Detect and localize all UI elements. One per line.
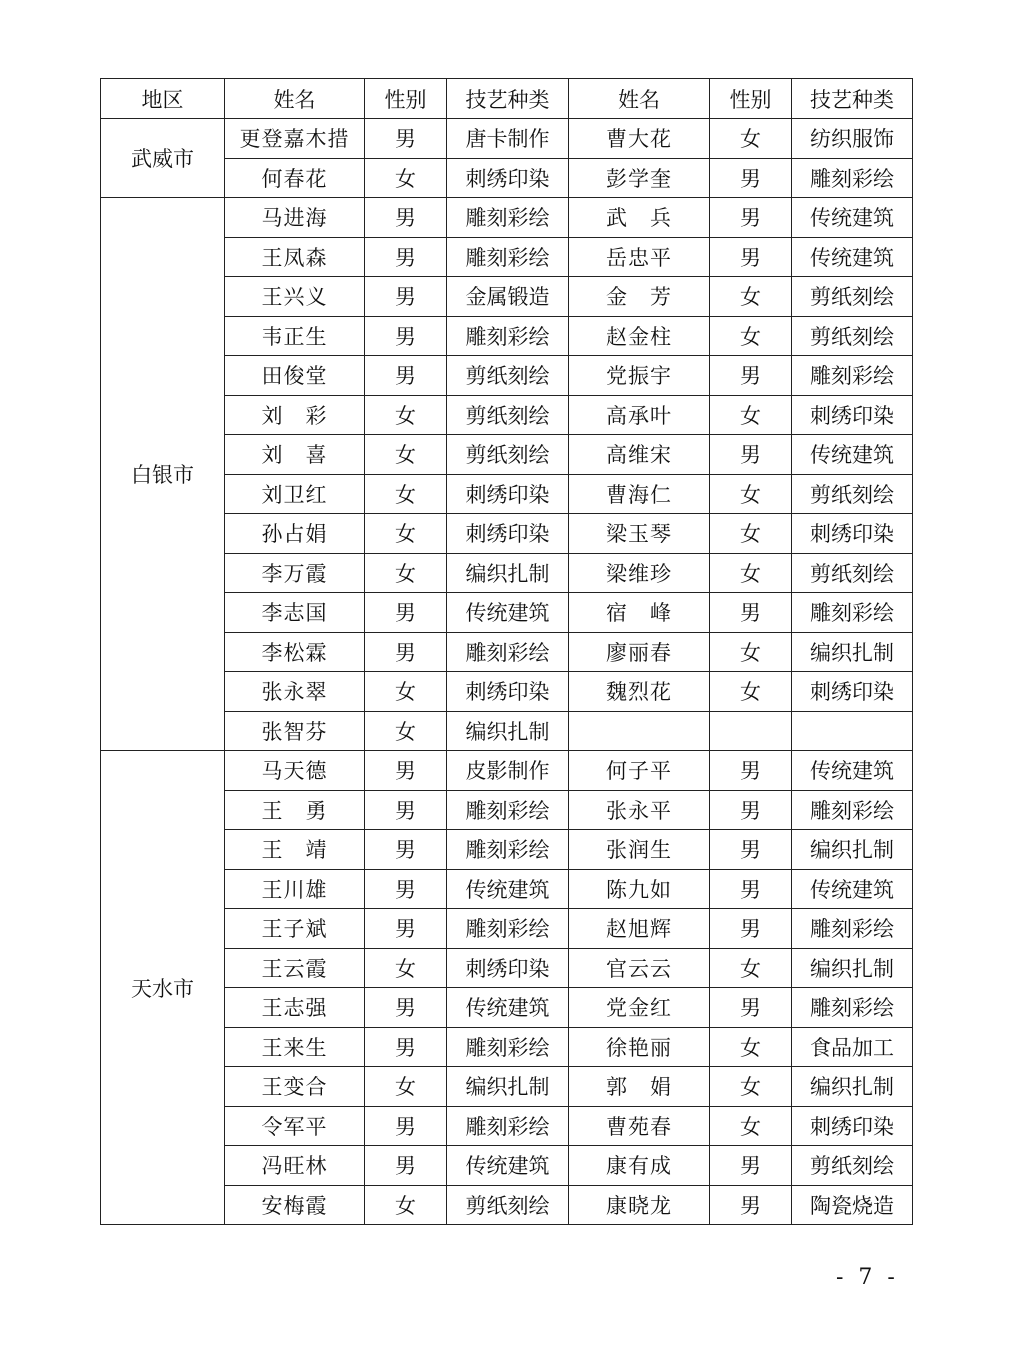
cell-craft: 刺绣印染 [447, 474, 569, 514]
cell-name: 梁玉琴 [569, 514, 710, 554]
cell-name: 马天德 [225, 751, 365, 791]
cell-gender: 女 [365, 514, 447, 554]
cell-gender: 女 [710, 1027, 792, 1067]
cell-name: 王 靖 [225, 830, 365, 870]
cell-gender: 男 [365, 237, 447, 277]
cell-name: 曹苑春 [569, 1106, 710, 1146]
cell-craft: 传统建筑 [792, 198, 913, 238]
cell-gender: 男 [710, 593, 792, 633]
cell-name: 武 兵 [569, 198, 710, 238]
cell-name: 梁维珍 [569, 553, 710, 593]
cell-craft: 编织扎制 [792, 1067, 913, 1107]
table-row [101, 198, 913, 238]
header-row [101, 79, 913, 119]
cell-name: 王 勇 [225, 790, 365, 830]
cell-craft: 雕刻彩绘 [792, 158, 913, 198]
header-name-1: 姓名 [225, 79, 365, 119]
cell-name: 赵旭辉 [569, 909, 710, 949]
cell-gender: 男 [365, 593, 447, 633]
cell-name: 王志强 [225, 988, 365, 1028]
cell-name: 郭 娟 [569, 1067, 710, 1107]
cell-gender: 男 [710, 435, 792, 475]
cell-craft: 刺绣印染 [792, 672, 913, 712]
cell-craft: 金属锻造 [447, 277, 569, 317]
cell-gender: 男 [365, 790, 447, 830]
cell-gender: 男 [365, 869, 447, 909]
cell-name: 康晓龙 [569, 1185, 710, 1225]
cell-gender: 男 [365, 316, 447, 356]
cell-craft: 唐卡制作 [447, 119, 569, 159]
page-number: - 7 - [836, 1265, 899, 1290]
roster-table [100, 78, 913, 1225]
cell-gender: 女 [365, 711, 447, 751]
header-gender-1: 性别 [365, 79, 447, 119]
cell-gender: 男 [710, 356, 792, 396]
cell-craft: 雕刻彩绘 [447, 830, 569, 870]
region-cell: 天水市 [101, 751, 225, 1225]
cell-gender: 男 [710, 869, 792, 909]
cell-gender: 女 [710, 553, 792, 593]
cell-craft: 雕刻彩绘 [447, 632, 569, 672]
cell-craft: 传统建筑 [792, 869, 913, 909]
cell-name: 宿 峰 [569, 593, 710, 633]
cell-name [569, 711, 710, 751]
cell-name: 何子平 [569, 751, 710, 791]
cell-name: 王来生 [225, 1027, 365, 1067]
cell-name: 李志国 [225, 593, 365, 633]
cell-gender: 女 [365, 1185, 447, 1225]
cell-craft: 雕刻彩绘 [447, 198, 569, 238]
cell-craft: 传统建筑 [792, 435, 913, 475]
cell-name: 高承叶 [569, 395, 710, 435]
cell-gender: 女 [365, 672, 447, 712]
cell-name: 彭学奎 [569, 158, 710, 198]
cell-gender: 男 [365, 198, 447, 238]
cell-craft: 皮影制作 [447, 751, 569, 791]
cell-gender: 女 [365, 948, 447, 988]
cell-craft: 刺绣印染 [792, 514, 913, 554]
header-gender-2: 性别 [710, 79, 792, 119]
cell-craft: 剪纸刻绘 [792, 474, 913, 514]
cell-craft: 雕刻彩绘 [792, 593, 913, 633]
cell-craft: 雕刻彩绘 [447, 790, 569, 830]
cell-name: 安梅霞 [225, 1185, 365, 1225]
cell-name: 张永平 [569, 790, 710, 830]
cell-gender: 女 [710, 672, 792, 712]
cell-craft: 剪纸刻绘 [792, 277, 913, 317]
header-craft-2: 技艺种类 [792, 79, 913, 119]
cell-gender: 女 [365, 553, 447, 593]
cell-name: 徐艳丽 [569, 1027, 710, 1067]
cell-gender: 男 [710, 909, 792, 949]
cell-name: 王川雄 [225, 869, 365, 909]
cell-name: 王变合 [225, 1067, 365, 1107]
cell-craft: 传统建筑 [447, 1146, 569, 1186]
cell-name: 陈九如 [569, 869, 710, 909]
cell-craft: 雕刻彩绘 [447, 1106, 569, 1146]
cell-gender: 男 [710, 1185, 792, 1225]
cell-gender: 男 [365, 1146, 447, 1186]
cell-craft: 剪纸刻绘 [792, 1146, 913, 1186]
cell-gender: 男 [710, 158, 792, 198]
cell-gender: 男 [365, 277, 447, 317]
cell-craft: 剪纸刻绘 [447, 395, 569, 435]
cell-name: 韦正生 [225, 316, 365, 356]
cell-name: 康有成 [569, 1146, 710, 1186]
cell-gender: 女 [365, 395, 447, 435]
cell-name: 曹大花 [569, 119, 710, 159]
cell-gender: 男 [365, 909, 447, 949]
cell-gender: 男 [710, 237, 792, 277]
cell-craft: 编织扎制 [792, 632, 913, 672]
cell-gender: 女 [365, 1067, 447, 1107]
cell-gender [710, 711, 792, 751]
header-region: 地区 [101, 79, 225, 119]
cell-name: 刘 彩 [225, 395, 365, 435]
cell-gender: 男 [365, 632, 447, 672]
cell-craft: 传统建筑 [447, 869, 569, 909]
cell-craft: 传统建筑 [447, 593, 569, 633]
cell-name: 党振宇 [569, 356, 710, 396]
cell-gender: 女 [365, 474, 447, 514]
cell-craft: 编织扎制 [792, 830, 913, 870]
cell-craft: 剪纸刻绘 [792, 316, 913, 356]
table-row [101, 119, 913, 159]
cell-craft: 剪纸刻绘 [447, 435, 569, 475]
cell-gender: 男 [710, 988, 792, 1028]
cell-name: 岳忠平 [569, 237, 710, 277]
cell-name: 王凤森 [225, 237, 365, 277]
cell-name: 赵金柱 [569, 316, 710, 356]
cell-craft: 纺织服饰 [792, 119, 913, 159]
cell-craft: 雕刻彩绘 [447, 1027, 569, 1067]
cell-name: 李万霞 [225, 553, 365, 593]
cell-craft: 雕刻彩绘 [447, 909, 569, 949]
cell-name: 更登嘉木措 [225, 119, 365, 159]
cell-craft: 雕刻彩绘 [792, 356, 913, 396]
cell-name: 孙占娟 [225, 514, 365, 554]
cell-name: 曹海仁 [569, 474, 710, 514]
cell-craft: 剪纸刻绘 [792, 553, 913, 593]
cell-name: 王兴义 [225, 277, 365, 317]
cell-name: 冯旺林 [225, 1146, 365, 1186]
cell-craft: 雕刻彩绘 [792, 988, 913, 1028]
cell-craft: 陶瓷烧造 [792, 1185, 913, 1225]
cell-name: 田俊堂 [225, 356, 365, 396]
cell-gender: 男 [365, 1027, 447, 1067]
cell-craft: 雕刻彩绘 [447, 237, 569, 277]
cell-craft: 雕刻彩绘 [447, 316, 569, 356]
cell-gender: 男 [365, 830, 447, 870]
cell-craft: 传统建筑 [792, 237, 913, 277]
cell-craft: 传统建筑 [792, 751, 913, 791]
cell-craft [792, 711, 913, 751]
header-name-2: 姓名 [569, 79, 710, 119]
cell-gender: 男 [365, 988, 447, 1028]
header-craft-1: 技艺种类 [447, 79, 569, 119]
roster-body [101, 119, 913, 1225]
cell-name: 张永翠 [225, 672, 365, 712]
cell-name: 廖丽春 [569, 632, 710, 672]
cell-name: 何春花 [225, 158, 365, 198]
cell-craft: 雕刻彩绘 [792, 790, 913, 830]
cell-craft: 编织扎制 [447, 711, 569, 751]
cell-gender: 女 [710, 474, 792, 514]
cell-craft: 剪纸刻绘 [447, 1185, 569, 1225]
cell-name: 李松霖 [225, 632, 365, 672]
cell-name: 马进海 [225, 198, 365, 238]
cell-craft: 食品加工 [792, 1027, 913, 1067]
cell-craft: 剪纸刻绘 [447, 356, 569, 396]
cell-craft: 雕刻彩绘 [792, 909, 913, 949]
cell-name: 刘 喜 [225, 435, 365, 475]
cell-craft: 传统建筑 [447, 988, 569, 1028]
cell-name: 官云云 [569, 948, 710, 988]
cell-name: 党金红 [569, 988, 710, 1028]
cell-gender: 男 [710, 1146, 792, 1186]
cell-name: 王云霞 [225, 948, 365, 988]
cell-name: 刘卫红 [225, 474, 365, 514]
cell-gender: 女 [365, 435, 447, 475]
cell-craft: 刺绣印染 [447, 158, 569, 198]
cell-gender: 男 [365, 119, 447, 159]
cell-name: 令军平 [225, 1106, 365, 1146]
cell-craft: 刺绣印染 [447, 948, 569, 988]
cell-craft: 刺绣印染 [792, 1106, 913, 1146]
cell-gender: 女 [710, 277, 792, 317]
cell-gender: 女 [710, 316, 792, 356]
cell-name: 金 芳 [569, 277, 710, 317]
cell-craft: 编织扎制 [447, 1067, 569, 1107]
cell-gender: 男 [710, 790, 792, 830]
cell-gender: 男 [710, 751, 792, 791]
cell-name: 魏烈花 [569, 672, 710, 712]
cell-gender: 男 [365, 751, 447, 791]
table-row [101, 751, 913, 791]
cell-gender: 男 [365, 356, 447, 396]
cell-gender: 男 [365, 1106, 447, 1146]
cell-gender: 女 [365, 158, 447, 198]
cell-craft: 编织扎制 [447, 553, 569, 593]
cell-gender: 女 [710, 632, 792, 672]
region-cell: 白银市 [101, 198, 225, 751]
cell-gender: 女 [710, 1067, 792, 1107]
cell-name: 张智芬 [225, 711, 365, 751]
cell-gender: 女 [710, 395, 792, 435]
cell-name: 高维宋 [569, 435, 710, 475]
cell-craft: 刺绣印染 [447, 514, 569, 554]
cell-gender: 女 [710, 514, 792, 554]
cell-craft: 编织扎制 [792, 948, 913, 988]
cell-name: 王子斌 [225, 909, 365, 949]
cell-gender: 女 [710, 1106, 792, 1146]
cell-gender: 男 [710, 198, 792, 238]
cell-craft: 刺绣印染 [447, 672, 569, 712]
cell-gender: 女 [710, 119, 792, 159]
cell-name: 张润生 [569, 830, 710, 870]
cell-gender: 男 [710, 830, 792, 870]
cell-craft: 刺绣印染 [792, 395, 913, 435]
region-cell: 武威市 [101, 119, 225, 198]
cell-gender: 女 [710, 948, 792, 988]
